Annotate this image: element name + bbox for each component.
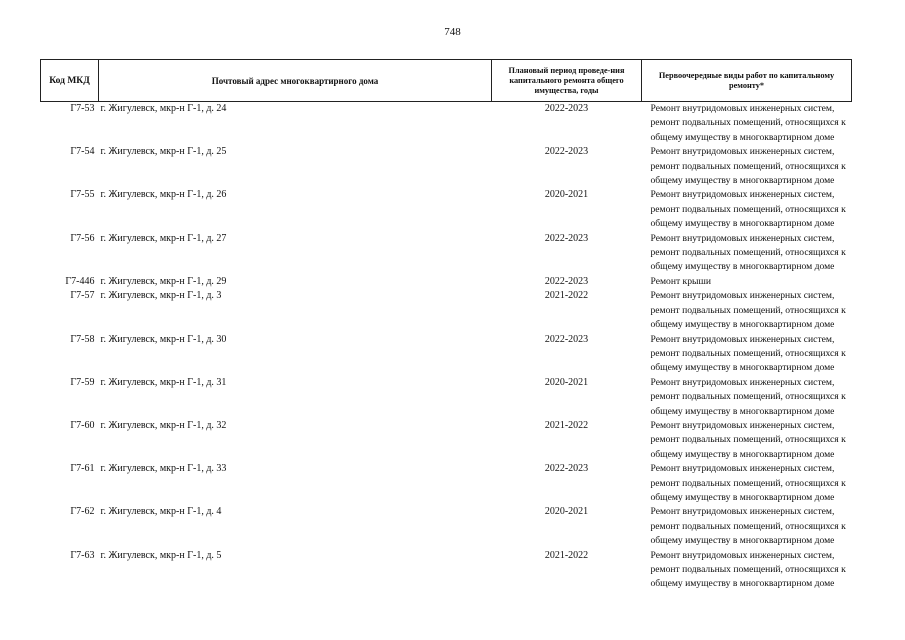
table-row xyxy=(41,102,852,146)
work-line: ремонт подвальных помещений, относящихся к xyxy=(650,247,846,259)
row-code: Г7-63 xyxy=(70,549,95,561)
work-line: Ремонт внутридомовых инженерных систем, xyxy=(650,146,835,158)
row-code: Г7-62 xyxy=(70,506,95,518)
row-works xyxy=(642,102,852,146)
table-row xyxy=(41,419,852,462)
work-line: Ремонт крыши xyxy=(650,275,711,287)
row-period: 2022-2023 xyxy=(544,275,589,287)
row-works xyxy=(642,549,852,592)
table-row xyxy=(41,188,852,231)
table-row xyxy=(41,549,852,592)
row-code: Г7-55 xyxy=(70,189,95,201)
work-line: ремонт подвальных помещений, относящихся к xyxy=(650,564,846,575)
work-line: ремонт подвальных помещений, относящихся к xyxy=(650,160,846,172)
page-number: 748 xyxy=(444,26,461,38)
row-address: г. Жигулевск, мкр-н Г-1, д. 3 xyxy=(100,290,222,302)
row-period: 2020-2021 xyxy=(544,506,589,518)
table-row xyxy=(41,333,852,376)
table-body xyxy=(41,102,852,592)
row-works xyxy=(642,462,852,505)
row-code: Г7-57 xyxy=(70,290,95,302)
work-line: общему имуществу в многоквартирном доме xyxy=(650,405,835,417)
row-period: 2022-2023 xyxy=(544,232,589,244)
row-code: Г7-58 xyxy=(70,333,95,345)
work-line: ремонт подвальных помещений, относящихся к xyxy=(650,477,846,489)
row-works xyxy=(642,188,852,231)
work-line: общему имуществу в многоквартирном доме xyxy=(650,491,835,503)
work-line: общему имуществу в многоквартирном доме xyxy=(650,319,835,331)
row-code: Г7-54 xyxy=(70,146,95,158)
row-works xyxy=(642,232,852,275)
row-code: Г7-59 xyxy=(70,376,95,388)
row-works xyxy=(642,333,852,376)
row-address: г. Жигулевск, мкр-н Г-1, д. 27 xyxy=(100,232,227,244)
row-works xyxy=(642,289,852,332)
work-line: общему имуществу в многоквартирном доме xyxy=(650,261,835,273)
header-code: Код МКД xyxy=(41,60,99,102)
row-period: 2022-2023 xyxy=(544,103,589,114)
work-line: общему имуществу в многоквартирном доме xyxy=(650,362,835,374)
row-address: г. Жигулевск, мкр-н Г-1, д. 4 xyxy=(100,506,222,518)
row-code: Г7-61 xyxy=(70,463,95,475)
work-line: общему имуществу в многоквартирном доме xyxy=(650,131,835,143)
row-period: 2021-2022 xyxy=(544,419,589,431)
row-address: г. Жигулевск, мкр-н Г-1, д. 24 xyxy=(100,103,227,114)
row-address: г. Жигулевск, мкр-н Г-1, д. 33 xyxy=(100,463,227,475)
table-row xyxy=(41,275,852,289)
row-address: г. Жигулевск, мкр-н Г-1, д. 31 xyxy=(100,376,227,388)
work-line: Ремонт внутридомовых инженерных систем, xyxy=(650,103,835,114)
row-period: 2021-2022 xyxy=(544,549,589,561)
row-address: г. Жигулевск, мкр-н Г-1, д. 26 xyxy=(100,189,227,201)
work-line: ремонт подвальных помещений, относящихся к xyxy=(650,434,846,446)
work-line: Ремонт внутридомовых инженерных систем, xyxy=(650,333,835,345)
row-address: г. Жигулевск, мкр-н Г-1, д. 29 xyxy=(100,275,227,287)
work-line: общему имуществу в многоквартирном доме xyxy=(650,535,835,547)
work-line: общему имуществу в многоквартирном доме xyxy=(650,578,835,590)
row-code: Г7-60 xyxy=(70,419,95,431)
header-address: Почтовый адрес многоквартирного дома xyxy=(99,60,492,102)
table-row xyxy=(41,232,852,275)
table-row xyxy=(41,462,852,505)
work-line: ремонт подвальных помещений, относящихся к xyxy=(650,347,846,359)
work-line: Ремонт внутридомовых инженерных систем, xyxy=(650,463,835,475)
row-works xyxy=(642,376,852,419)
table-row xyxy=(41,145,852,188)
row-address: г. Жигулевск, мкр-н Г-1, д. 30 xyxy=(100,333,227,345)
work-line: Ремонт внутридомовых инженерных систем, xyxy=(650,419,835,431)
row-period: 2020-2021 xyxy=(544,189,589,201)
header-works: Первоочередные виды работ по капитальному ремонту* xyxy=(642,60,852,102)
row-code: Г7-56 xyxy=(70,232,95,244)
work-line: Ремонт внутридомовых инженерных систем, xyxy=(650,506,835,518)
row-period: 2022-2023 xyxy=(544,146,589,158)
row-works xyxy=(642,419,852,462)
work-line: общему имуществу в многоквартирном доме xyxy=(650,175,835,187)
work-line: общему имуществу в многоквартирном доме xyxy=(650,448,835,460)
work-line: Ремонт внутридомовых инженерных систем, xyxy=(650,189,835,201)
table-row xyxy=(41,376,852,419)
work-line: Ремонт внутридомовых инженерных систем, xyxy=(650,232,835,244)
table-row xyxy=(41,505,852,548)
work-line: ремонт подвальных помещений, относящихся к xyxy=(650,304,846,316)
work-line: общему имуществу в многоквартирном доме xyxy=(650,218,835,230)
capital-repair-table xyxy=(40,59,852,592)
row-address: г. Жигулевск, мкр-н Г-1, д. 32 xyxy=(100,419,227,431)
work-line: ремонт подвальных помещений, относящихся к xyxy=(650,520,846,532)
work-line: ремонт подвальных помещений, относящихся к xyxy=(650,117,846,129)
work-line: ремонт подвальных помещений, относящихся к xyxy=(650,391,846,403)
row-works xyxy=(642,275,852,289)
work-line: Ремонт внутридомовых инженерных систем, xyxy=(650,376,835,388)
row-works xyxy=(642,505,852,548)
row-address: г. Жигулевск, мкр-н Г-1, д. 25 xyxy=(100,146,227,158)
row-address: г. Жигулевск, мкр-н Г-1, д. 5 xyxy=(100,549,222,561)
row-code: Г7-53 xyxy=(70,103,95,114)
row-period: 2020-2021 xyxy=(544,376,589,388)
work-line: Ремонт внутридомовых инженерных систем, xyxy=(650,290,835,302)
work-line: Ремонт внутридомовых инженерных систем, xyxy=(650,549,835,561)
work-line: ремонт подвальных помещений, относящихся к xyxy=(650,203,846,215)
table-row xyxy=(41,289,852,332)
row-period: 2022-2023 xyxy=(544,463,589,475)
row-works xyxy=(642,145,852,188)
row-period: 2021-2022 xyxy=(544,290,589,302)
header-period: Плановый период проведе-ния капитального ремонта общего имущества, годы xyxy=(492,60,642,102)
table-header xyxy=(41,60,852,102)
row-code: Г7-446 xyxy=(65,275,95,287)
row-period: 2022-2023 xyxy=(544,333,589,345)
